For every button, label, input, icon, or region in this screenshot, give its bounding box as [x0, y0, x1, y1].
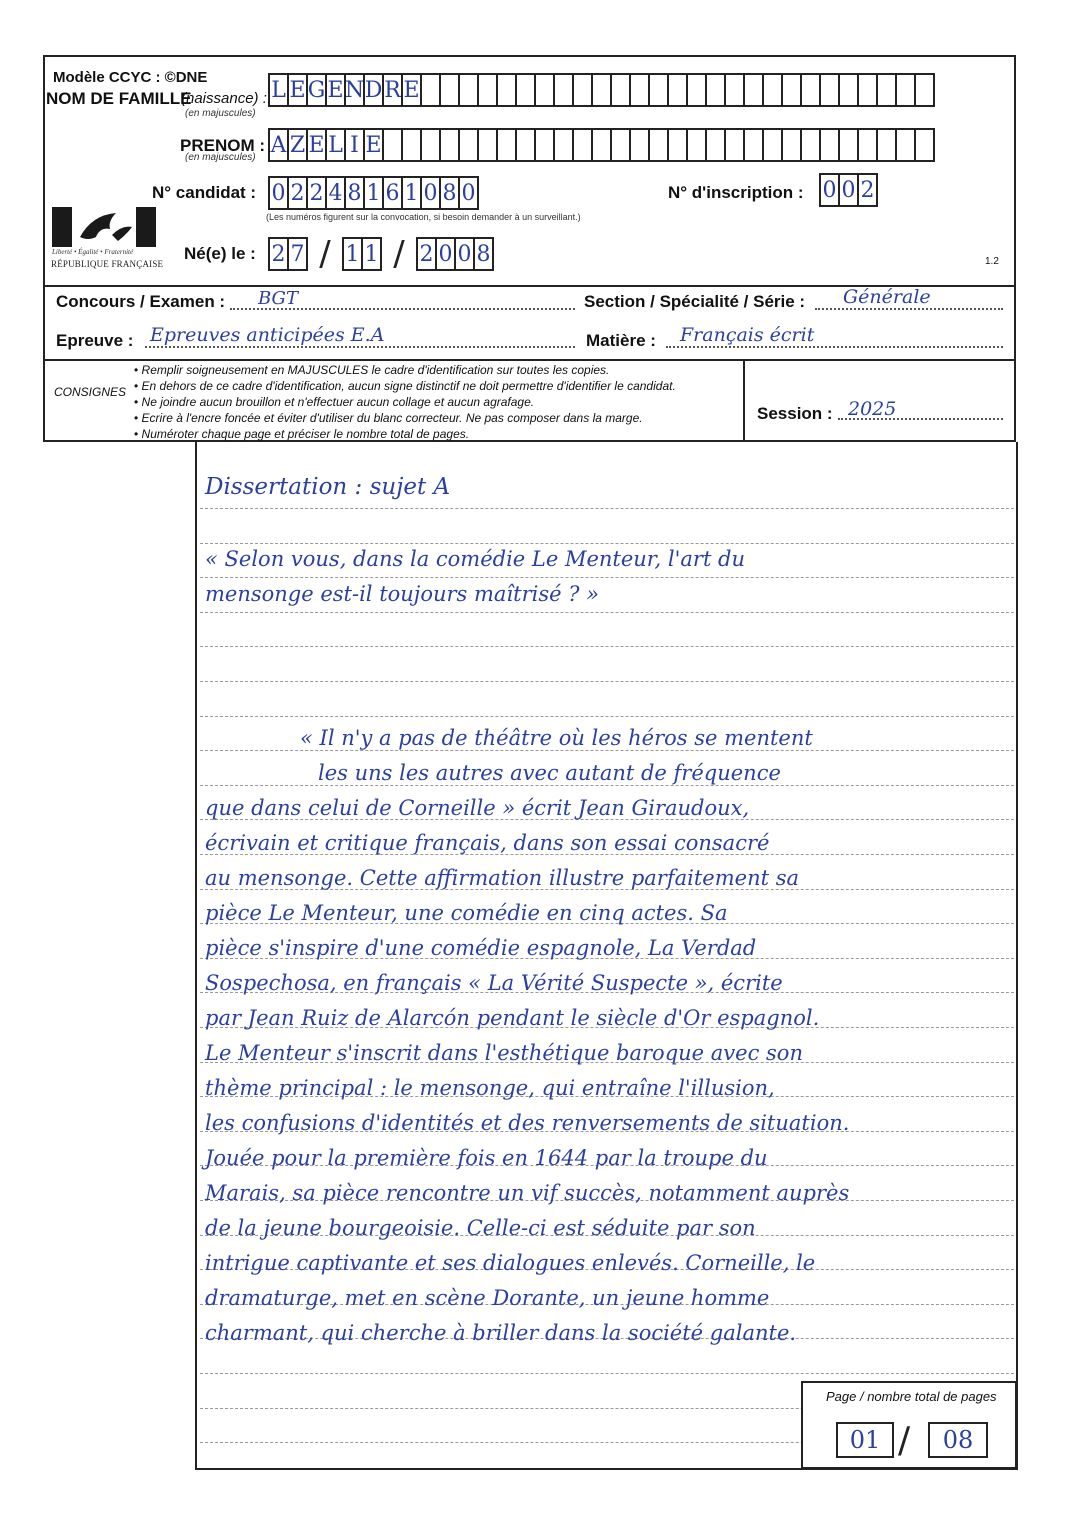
nom-cell[interactable]: N	[344, 73, 365, 107]
matiere-value[interactable]: Français écrit	[680, 324, 815, 346]
nom-cell[interactable]: E	[325, 73, 346, 107]
candidat-cell[interactable]: 2	[287, 176, 308, 210]
candidat-cell[interactable]: 0	[268, 176, 289, 210]
candidat-cell[interactable]: 0	[420, 176, 441, 210]
prenom-cell[interactable]	[819, 128, 840, 162]
concours-value[interactable]: BGT	[258, 288, 298, 309]
nom-cell[interactable]	[458, 73, 479, 107]
session-value[interactable]: 2025	[848, 398, 897, 420]
prenom-cell[interactable]	[876, 128, 897, 162]
prenom-cell[interactable]: E	[363, 128, 384, 162]
consigne-item: • En dehors de ce cadre d'identification, aucun signe distinctif ne doit permettre d'identifier le candidat.	[134, 378, 676, 394]
prenom-cell[interactable]	[800, 128, 821, 162]
naissance-label: Né(e) le :	[184, 244, 256, 263]
handwritten-line: charmant, qui cherche à briller dans la société galante.	[205, 1321, 797, 1345]
nom-cell[interactable]	[876, 73, 897, 107]
logo-motto: Liberté • Égalité • Fraternité	[52, 248, 134, 256]
nom-cell[interactable]	[610, 73, 631, 107]
nom-cell[interactable]	[743, 73, 764, 107]
prenom-cell[interactable]	[762, 128, 783, 162]
handwritten-line: Sospechosa, en français « La Vérité Suspecte », écrite	[205, 971, 783, 995]
handwritten-line: mensonge est-il toujours maîtrisé ? »	[205, 582, 599, 606]
nom-cell[interactable]	[819, 73, 840, 107]
naissance-grid[interactable]	[268, 234, 492, 274]
nom-cell[interactable]	[496, 73, 517, 107]
prenom-cell[interactable]	[705, 128, 726, 162]
naissance-cell[interactable]: 2	[268, 237, 289, 271]
page-ref: 1.2	[985, 256, 999, 267]
prenom-cell[interactable]	[534, 128, 555, 162]
nom-cell[interactable]	[705, 73, 726, 107]
nom-cell[interactable]	[800, 73, 821, 107]
modele-label: Modèle CCYC : ©DNE	[53, 69, 208, 86]
nom-cell[interactable]	[724, 73, 745, 107]
candidat-cell[interactable]: 1	[401, 176, 422, 210]
nom-cell[interactable]	[667, 73, 688, 107]
handwritten-line: Le Menteur s'inscrit dans l'esthétique baroque avec son	[205, 1041, 803, 1065]
date-separator: /	[393, 234, 405, 274]
nom-cell[interactable]	[762, 73, 783, 107]
ruled-line	[200, 612, 1014, 613]
majuscules-hint: (en majuscules)	[185, 108, 256, 119]
prenom-cell[interactable]	[420, 128, 441, 162]
date-separator: /	[319, 234, 331, 274]
prenom-cell[interactable]	[781, 128, 802, 162]
nom-cell[interactable]	[648, 73, 669, 107]
handwritten-line: pièce Le Menteur, une comédie en cinq actes. Sa	[205, 901, 728, 925]
nom-cell[interactable]: L	[268, 73, 289, 107]
prenom-cell[interactable]: Z	[287, 128, 308, 162]
prenom-cell[interactable]	[401, 128, 422, 162]
nom-cell[interactable]	[553, 73, 574, 107]
inscription-grid[interactable]	[819, 173, 876, 207]
ruled-line	[200, 543, 1014, 544]
prenom-cell[interactable]	[838, 128, 859, 162]
prenom-cell[interactable]	[382, 128, 403, 162]
prenom-cell[interactable]	[667, 128, 688, 162]
prenom-cell[interactable]	[686, 128, 707, 162]
prenom-cell[interactable]	[629, 128, 650, 162]
naissance-cell[interactable]: 2	[416, 237, 437, 271]
nom-cell[interactable]	[572, 73, 593, 107]
section-value[interactable]: Générale	[843, 286, 931, 308]
handwritten-line: « Il n'y a pas de théâtre où les héros se mentent	[300, 726, 813, 750]
prenom-cell[interactable]	[591, 128, 612, 162]
handwritten-line: intrigue captivante et ses dialogues enlevés. Corneille, le	[205, 1251, 816, 1275]
consigne-item: • Ecrire à l'encre foncée et éviter d'utiliser du blanc correcteur. Ne pas composer dans la marge.	[134, 410, 676, 426]
naissance-cell[interactable]: 7	[287, 237, 308, 271]
prenom-cell[interactable]	[553, 128, 574, 162]
nom-cell[interactable]	[420, 73, 441, 107]
handwritten-line: écrivain et critique français, dans son essai consacré	[205, 831, 770, 855]
slash-separator: /	[898, 1420, 911, 1461]
prenom-cell[interactable]	[496, 128, 517, 162]
naissance-cell[interactable]: 8	[473, 237, 494, 271]
ruled-line	[200, 1373, 1014, 1374]
majuscules-hint: (en majuscules)	[185, 152, 256, 163]
handwritten-line: thème principal : le mensonge, qui entraîne l'illusion,	[205, 1076, 775, 1100]
nom-cell[interactable]	[838, 73, 859, 107]
prenom-cell[interactable]: I	[344, 128, 365, 162]
ruled-line	[200, 646, 1014, 647]
naissance-cell[interactable]: 1	[342, 237, 363, 271]
prenom-cell[interactable]	[477, 128, 498, 162]
handwritten-line: Jouée pour la première fois en 1644 par la troupe du	[205, 1146, 768, 1170]
dotted-line	[145, 346, 575, 348]
nom-cell[interactable]: E	[287, 73, 308, 107]
pagination-label: Page / nombre total de pages	[826, 1389, 997, 1404]
prenom-cell[interactable]: E	[306, 128, 327, 162]
nom-cell[interactable]: R	[382, 73, 403, 107]
prenom-cell[interactable]	[648, 128, 669, 162]
prenom-cell[interactable]	[610, 128, 631, 162]
naissance-cell[interactable]: 0	[454, 237, 475, 271]
matiere-label: Matière :	[586, 331, 656, 350]
ruled-line	[200, 508, 1014, 509]
handwritten-line: les uns les autres avec autant de fréquence	[318, 761, 781, 785]
handwritten-line: les confusions d'identités et des renversements de situation.	[205, 1111, 850, 1135]
nom-grid[interactable]	[268, 73, 933, 107]
candidat-cell[interactable]: 4	[325, 176, 346, 210]
handwritten-line: de la jeune bourgeoisie. Celle-ci est séduite par son	[205, 1216, 756, 1240]
prenom-cell[interactable]	[857, 128, 878, 162]
nom-cell[interactable]	[534, 73, 555, 107]
prenom-grid[interactable]	[268, 128, 933, 162]
handwritten-line: « Selon vous, dans la comédie Le Menteur, l'art du	[205, 547, 746, 571]
nom-cell[interactable]: G	[306, 73, 327, 107]
nom-sub-label: (naissance) :	[181, 90, 267, 107]
prenom-cell[interactable]	[458, 128, 479, 162]
marianne-logo-icon	[52, 207, 156, 247]
handwritten-line: au mensonge. Cette affirmation illustre parfaitement sa	[205, 866, 799, 890]
concours-label: Concours / Examen :	[56, 292, 226, 311]
candidat-label: N° candidat :	[152, 183, 257, 202]
prenom-cell[interactable]	[439, 128, 460, 162]
candidat-cell[interactable]: 8	[439, 176, 460, 210]
nom-cell[interactable]	[857, 73, 878, 107]
prenom-cell[interactable]: L	[325, 128, 346, 162]
prenom-cell[interactable]	[743, 128, 764, 162]
inscription-label: N° d'inscription :	[668, 183, 804, 202]
nom-label: NOM DE FAMILLE	[46, 89, 192, 108]
naissance-cell[interactable]: 0	[435, 237, 456, 271]
prenom-cell[interactable]: A	[268, 128, 289, 162]
candidat-cell[interactable]: 1	[363, 176, 384, 210]
handwritten-line: par Jean Ruiz de Alarcón pendant le siècle d'Or espagnol.	[205, 1006, 820, 1030]
prenom-cell[interactable]	[515, 128, 536, 162]
inscription-cell[interactable]: 0	[838, 173, 859, 207]
candidat-grid[interactable]	[268, 176, 477, 210]
logo-name: RÉPUBLIQUE FRANÇAISE	[51, 259, 164, 269]
nom-cell[interactable]	[914, 73, 935, 107]
candidat-cell[interactable]: 0	[458, 176, 479, 210]
handwritten-line: que dans celui de Corneille » écrit Jean Giraudoux,	[205, 796, 750, 820]
inscription-cell[interactable]: 0	[819, 173, 840, 207]
dotted-line	[666, 346, 1003, 348]
nom-cell[interactable]	[439, 73, 460, 107]
consigne-item: • Ne joindre aucun brouillon et n'effectuer aucun collage et aucun agrafage.	[134, 394, 676, 410]
nom-cell[interactable]: E	[401, 73, 422, 107]
prenom-cell[interactable]	[914, 128, 935, 162]
nom-cell[interactable]	[591, 73, 612, 107]
inscription-cell[interactable]: 2	[857, 173, 878, 207]
ruled-line	[200, 681, 1014, 682]
ruled-line	[200, 750, 1014, 751]
nom-cell[interactable]	[477, 73, 498, 107]
consigne-item: • Numéroter chaque page et préciser le nombre total de pages.	[134, 426, 676, 442]
handwritten-line: Marais, sa pièce rencontre un vif succès, notamment auprès	[205, 1181, 850, 1205]
current-page[interactable]: 01	[836, 1422, 894, 1458]
handwritten-line: Dissertation : sujet A	[205, 474, 451, 500]
candidat-cell[interactable]: 8	[344, 176, 365, 210]
naissance-cell[interactable]: 1	[361, 237, 382, 271]
nom-cell[interactable]	[515, 73, 536, 107]
ruled-line	[200, 716, 1014, 717]
nom-cell[interactable]	[781, 73, 802, 107]
dotted-line	[815, 308, 1003, 310]
candidat-hint: (Les numéros figurent sur la convocation, si besoin demander à un surveillant.)	[266, 212, 581, 222]
consignes-label: CONSIGNES	[54, 385, 127, 399]
epreuve-value[interactable]: Epreuves anticipées E.A	[150, 324, 385, 346]
total-pages[interactable]: 08	[928, 1422, 988, 1458]
handwritten-line: dramaturge, met en scène Dorante, un jeune homme	[205, 1286, 770, 1310]
prenom-cell[interactable]	[572, 128, 593, 162]
nom-cell[interactable]	[629, 73, 650, 107]
nom-cell[interactable]: D	[363, 73, 384, 107]
candidat-cell[interactable]: 6	[382, 176, 403, 210]
section-label: Section / Spécialité / Série :	[584, 292, 806, 311]
epreuve-label: Epreuve :	[56, 331, 134, 350]
handwritten-line: pièce s'inspire d'une comédie espagnole, La Verdad	[205, 936, 757, 960]
consigne-item: • Remplir soigneusement en MAJUSCULES le cadre d'identification sur toutes les copies.	[134, 362, 676, 378]
ruled-line	[200, 577, 1014, 578]
prenom-cell[interactable]	[724, 128, 745, 162]
prenom-cell[interactable]	[895, 128, 916, 162]
session-label: Session :	[757, 404, 833, 423]
candidat-cell[interactable]: 2	[306, 176, 327, 210]
nom-cell[interactable]	[895, 73, 916, 107]
nom-cell[interactable]	[686, 73, 707, 107]
prenom-label: PRENOM :	[180, 136, 265, 155]
consignes-list	[134, 362, 676, 442]
